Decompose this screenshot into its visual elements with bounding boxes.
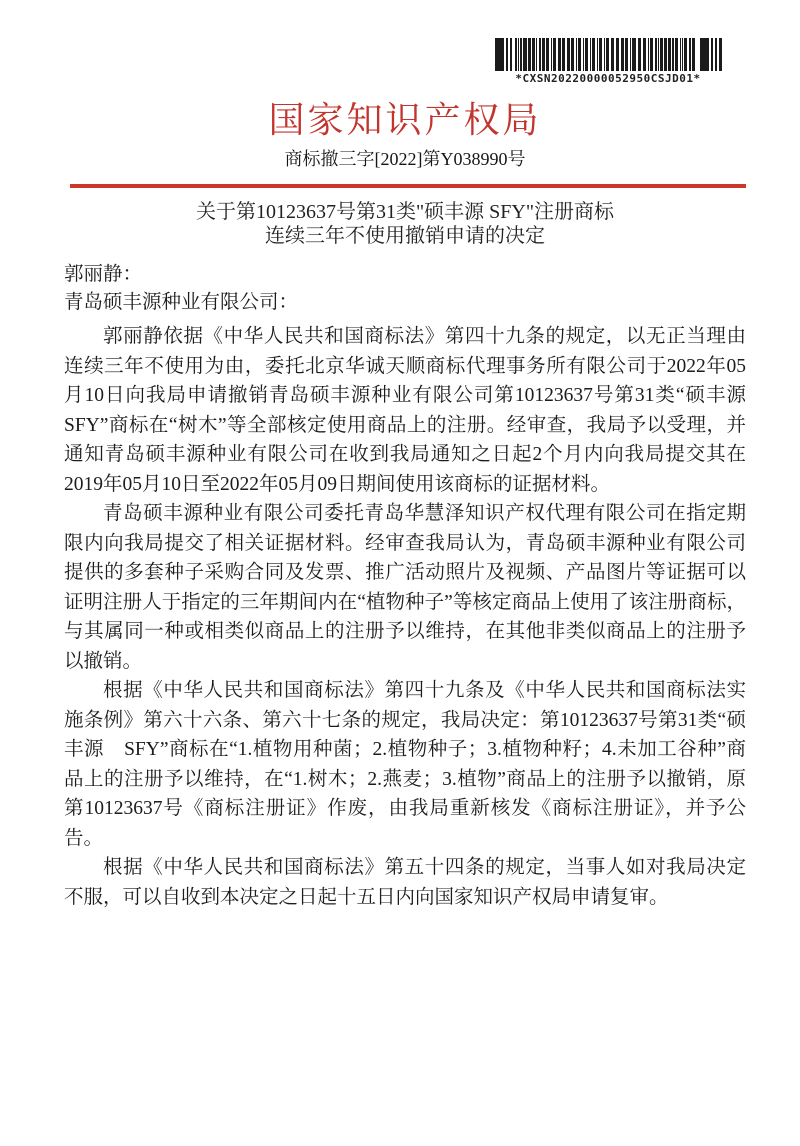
agency-title: 国家知识产权局 <box>268 100 542 140</box>
subject-title <box>64 200 746 248</box>
barcode-image <box>470 38 746 71</box>
red-divider <box>70 184 746 188</box>
addressee-line: 青岛硕丰源种业有限公司： <box>64 292 299 313</box>
addressee-line: 郭丽静： <box>64 264 143 285</box>
subject-line-2: 连续三年不使用撤销申请的决定 <box>265 225 545 247</box>
paragraph: 郭丽静依据《中华人民共和国商标法》第四十九条的规定，以无正当理由连续三年不使用为由，委托北京华诚天顺商标代理事务所有限公司于2022年05月10日向我局申请撤销青岛硕丰源种业有限公司第10123637号第31类“硕丰源 SFY”商标在“树木”等全部核定使用商品上的注册。经审查，我局予以受理，并通知青岛硕丰源种业有限公司在收到我局通知之日起2个月内向我局提交其在2019年05月10日至2022年05月09日期间使用该商标的证据材料。 <box>64 326 766 495</box>
document-body <box>64 322 766 912</box>
barcode-text: *CXSN20220000052950CSJD01* <box>515 72 701 85</box>
paragraph: 根据《中华人民共和国商标法》第四十九条及《中华人民共和国商标法实施条例》第六十六条、第六十七条的规定，我局决定：第10123637号第31类“硕丰源 SFY”商标在“1.植物用种菌；2.植物种子；3.植物种籽；4.未加工谷种”商品上的注册予以维持，在“1.树木；2.燕麦；3.植物”商品上的注册予以撤销，原第10123637号《商标注册证》作废，由我局重新核发《商标注册证》，并予公告。 <box>64 680 746 849</box>
paragraph: 根据《中华人民共和国商标法》第五十四条的规定，当事人如对我局决定不服，可以自收到本决定之日起十五日内向国家知识产权局申请复审。 <box>64 857 746 908</box>
subject-line-1: 关于第10123637号第31类"硕丰源 SFY"注册商标 <box>195 201 615 223</box>
barcode <box>470 38 746 85</box>
addressee-block <box>64 261 746 317</box>
doc-number: 商标撤三字[2022]第Y038990号 <box>284 149 526 169</box>
paragraph: 青岛硕丰源种业有限公司委托青岛华慧泽知识产权代理有限公司在指定期限内向我局提交了相关证据材料。经审查我局认为，青岛硕丰源种业有限公司提供的多套种子采购合同及发票、推广活动照片及视频、产品图片等证据可以证明注册人于指定的三年期间内在“植物种子”等核定商品上使用了该注册商标，与其属同一种或相类似商品上的注册予以维持，在其他非类似商品上的注册予以撤销。 <box>64 503 746 672</box>
